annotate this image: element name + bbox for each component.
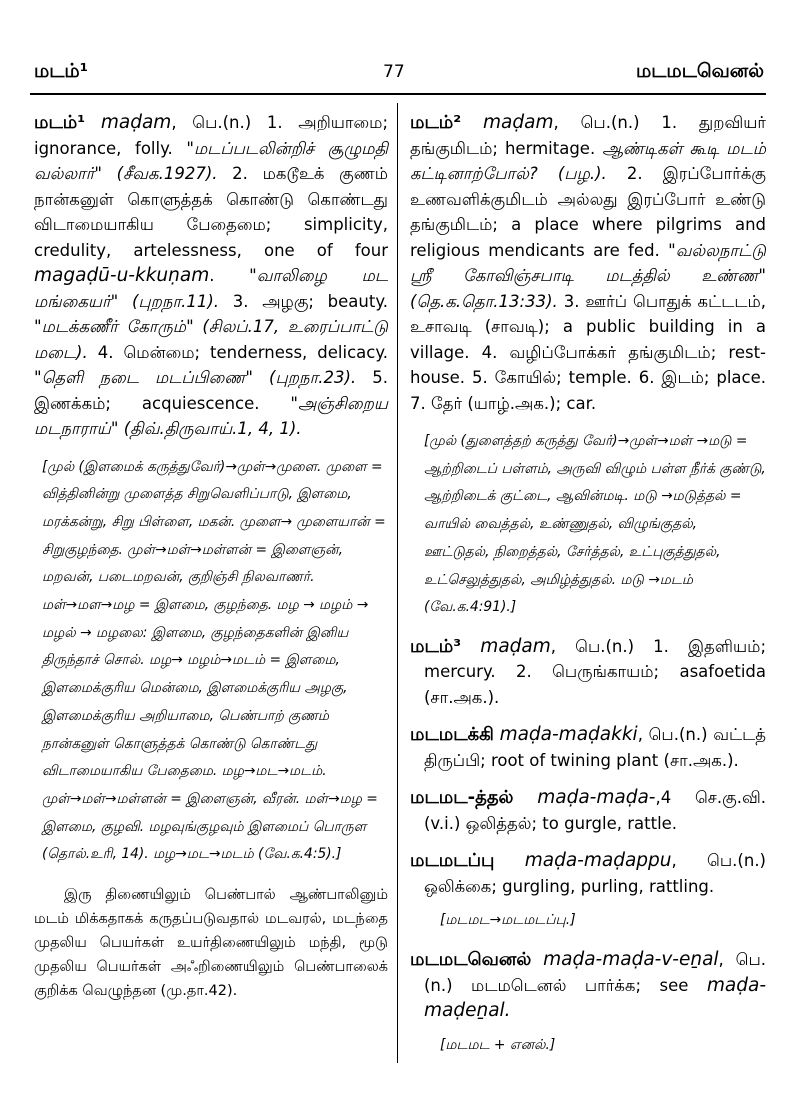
citation: "வாலிழை மட மங்கையர்" (புறநா.11). (34, 266, 388, 311)
definition: . (209, 266, 250, 285)
right-column (410, 110, 766, 1059)
cross-reference: maḍa-maḍeṉal. (424, 974, 766, 1022)
entry-madamadakki (410, 722, 766, 773)
citation: "வல்லநாட்டு ஸ்ரீ கோவிஞ்சபாடி மடத்தில் உண்ண" (தெ.க.தொ.13:33). (410, 240, 766, 311)
transliteration: magaḍū-u-kkuṇam (34, 265, 210, 286)
transliteration: maḍa-maḍappu (524, 850, 672, 872)
citation: "மடக்கணீர் கோரும்" (சிலப்.17, உரைப்பாட்டு மடை). (34, 317, 388, 362)
transliteration: maḍa-maḍakki (499, 724, 638, 746)
left-column (34, 110, 388, 1003)
citation: "தெளி நடை மடப்பிணை" (புறநா.23). (34, 368, 357, 387)
definition: , பெ.(n.) வட்டத் திருப்பி; root of twining plant (சா.அக.). (424, 725, 767, 770)
etymology-note: [முல் (இளமைக் கருத்துவேர்)→முள்→முளை. முளை = வித்தினின்று முளைத்த சிறுவெளிப்பாடு, இளமை, மரக்கன்று, சிறு பிள்ளை, மகன். முளை→ முளையான் = சிறுகுழந்தை. முள்→மள்→மள்ளன் = இளைஞன், மறவன், படைமறவன், குறிஞ்சி நிலவாணர். மள்→மள→மழ = இளமை, குழந்தை. மழ → மழம் → மழல் → மழலை: இளமை, குழந்தைகளின் இனிய திருந்தாச் சொல். மழ→ மழம்→மடம் = இளமை, இளமைக்குரிய மென்மை, இளமைக்குரிய அழகு, இளமைக்குரிய அறியாமை, பெண்பாற் குணம் நான்கனுள் கொளுத்தக் கொண்டு கொண்டது விடாமையாகிய பேதைமை. மழ→மட→மடம். முள்→மள்→மள்ளன் = இளைஞன், வீரன். மள்→மழ = இளமை, குழவி. மழவுங்குழவும் இளமைப் பொருள (தொல்.உரி, 14). மழ→மட→மடம் (வே.க.4:5).] (42, 458, 386, 863)
headword: மடமடக்கி (410, 724, 494, 746)
running-head-right: மடமடவெனல் (636, 60, 764, 82)
headword: மடம்² (410, 112, 462, 133)
entry-madamadavenal (410, 947, 766, 1024)
definition: 5. இணக்கம்; acquiescence. (34, 368, 388, 413)
definition: , பெ.(n.) 1. துறவியர் தங்குமிடம்; hermitage. (410, 113, 767, 158)
definition: , பெ.(n.) 1. அறியாமை; ignorance, folly. (34, 113, 388, 158)
etymology-note: [மடமட + எனல்.] (440, 1036, 556, 1053)
entry-madamada-ttal (410, 785, 766, 836)
citation: "மடப்படலின்றிச் சூழுமதி வல்லார்" (சீவக.1927). (34, 138, 388, 183)
running-head-left: மடம்¹ (34, 60, 89, 82)
definition: 3. ஊர்ப் பொதுக் கட்டடம், உசாவடி (சாவடி); a public building in a village. 4. வழிப்போக்கர் தங்குமிடம்; rest-house. 5. கோயில்; temple. 6. இடம்; place. 7. தேர் (யாழ்.அக.); car. (410, 291, 766, 413)
definition: 3. அழகு; beauty. (219, 291, 388, 311)
transliteration: maḍam (483, 112, 554, 133)
entry-madam-2 (410, 110, 766, 416)
page-number: 77 (383, 62, 405, 82)
entry-madamadappu (410, 848, 766, 899)
headword: மடம்¹ (34, 112, 86, 133)
citation: "அஞ்சிறைய மடநாராய்" (திவ்.திருவாய்.1, 4, 1). (34, 393, 388, 438)
definition: 2. இரப்போர்க்கு உணவளிக்குமிடம் அல்லது இரப்போர் உண்டு தங்குமிடம்; a place where pilgrims and religious mendicants are fed. (410, 164, 766, 260)
etymology-note: [முல் (துளைத்தற் கருத்து வேர்)→முள்→மள் →மடு = ஆற்றிடைப் பள்ளம், அருவி விழும் பள்ள நீர்க் குண்டு, ஆற்றிடைக் குட்டை, ஆவின்மடி. மடு →மடுத்தல் = வாயில் வைத்தல், உண்ணுதல், விழுங்குதல், ஊட்டுதல், நிறைத்தல், சேர்த்தல், உட்புகுத்துதல், உட்செலுத்துதல், அமிழ்த்துதல். மடு →மடம் (வே.க.4:91).] (424, 433, 766, 616)
definition: 4. மென்மை; tenderness, delicacy. (87, 342, 388, 362)
definition: ,4 செ.கு.வி. (v.i.) ஒலித்தல்; to gurgle, rattle. (424, 788, 766, 833)
transliteration: maḍam (480, 635, 551, 657)
usage-note: இரு திணையிலும் பெண்பால் ஆண்பாலினும் மடம் மிக்கதாகக் கருதப்படுவதால் மடவரல், மடந்தை முதலிய பெயர்கள் உயர்திணையிலும் மந்தி, மூடு முதலிய பெயர்கள் அஃறிணையிலும் பெண்பாலைக் குறிக்க வெழுந்தன (மு.தா.42). (34, 887, 388, 1000)
entry-madam-1 (34, 110, 388, 442)
headword: மடமட-த்தல் (410, 787, 514, 809)
citation: ஆண்டிகள் கூடி மடம் கட்டினாற்போல்? (பழ.). (410, 138, 766, 183)
headword: மடமடவெனல் (410, 949, 532, 971)
entry-madam-3 (410, 634, 766, 711)
headword: மடமடப்பு (410, 850, 495, 872)
definition: , பெ.(n.) ஒலிக்கை; gurgling, purling, rattling. (424, 851, 766, 896)
etymology-note: [மடமட→மடமடப்பு.] (440, 912, 576, 929)
definition: , பெ.(n.) மடமடெனல் பார்க்க; see (424, 950, 766, 995)
transliteration: maḍa-maḍa-v-eṉal (543, 949, 719, 971)
definition: , பெ.(n.) 1. இதளியம்; mercury. 2. பெருங்காயம்; asafoetida (சா.அக.). (424, 636, 767, 707)
headword: மடம்³ (410, 635, 462, 657)
column-divider (397, 103, 398, 1063)
definition: 2. மகடூஉக் குணம் நான்கனுள் கொளுத்தக் கொண்டு கொண்டது விடாமையாகிய பேதைமை; simplicity, credulity, artelessness, one of four (34, 164, 388, 260)
transliteration: maḍa-maḍa- (537, 787, 656, 809)
header-rule (30, 93, 766, 95)
transliteration: maḍam (100, 112, 172, 133)
